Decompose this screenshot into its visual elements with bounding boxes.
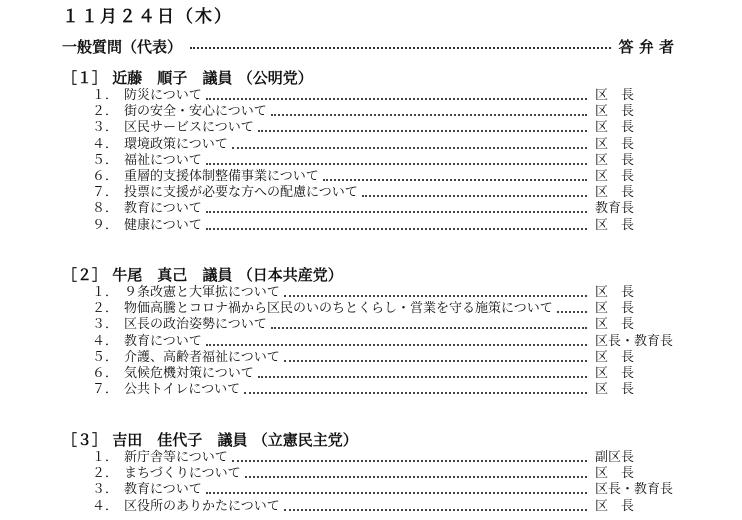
question-title: 区長の政治姿勢について [124,317,267,333]
question-title: 気候危機対策について [124,365,254,381]
answerer: 区 長 [595,498,635,514]
question-title: 投票に支援が必要な方への配慮について [124,185,358,201]
question-title: ９条改憲と大軍拡について [124,285,280,300]
answerer: 区 長 [595,88,635,103]
table-header [62,36,674,56]
question-title-cell [124,285,587,301]
question-title: まちづくりについて [124,466,241,482]
question-title-cell [124,382,587,398]
question-row [62,285,702,301]
question-row [62,301,702,317]
question-list [62,450,702,515]
leader-dots [206,157,587,165]
member-role: 議員 [217,431,248,449]
member-name: 牛尾 真己 [112,266,188,284]
member-section [62,265,702,398]
answerer: 区 長 [595,217,635,233]
question-title-cell [124,218,587,234]
question-title-cell [124,466,587,482]
question-title-cell [124,350,587,366]
question-title-cell [124,334,587,350]
question-number: ２． [91,466,118,482]
question-number: ８． [91,201,118,217]
member-name: 吉田 佳代子 [112,431,203,449]
leader-dots [271,108,587,116]
leader-dots [206,222,587,230]
question-title: 福祉について [124,152,202,168]
question-title: 新庁舎等について [124,450,228,465]
question-title: 区民サービスについて [124,120,254,136]
member-heading [62,430,702,450]
question-title: 教育について [124,482,202,498]
answerer: 区 長 [595,152,635,168]
question-row [62,350,702,366]
member-section [62,68,702,234]
answerer: 副区長 [595,450,635,465]
answerer: 区長・教育長 [595,482,674,498]
question-number: ３． [91,317,118,333]
question-row [62,185,702,201]
question-title-cell [124,137,587,153]
question-number: １． [91,88,118,103]
member-party: （公明党） [237,69,313,87]
leader-dots [258,124,587,132]
answerer: 区 長 [595,120,635,136]
question-title-cell [124,201,587,217]
question-row [62,482,702,498]
question-title-cell [124,317,587,333]
question-title-cell [124,185,587,201]
leader-dots [284,354,587,362]
answerer: 区 長 [595,301,635,317]
question-number: ６． [91,168,118,184]
question-row [62,499,702,515]
question-row [62,153,702,169]
question-title: 街の安全・安心について [124,104,267,120]
question-title-cell [124,104,587,120]
question-row [62,137,702,153]
leader-dots [244,386,587,394]
answerer: 区 長 [595,349,635,365]
header-title: 一般質問（代表） [62,37,183,56]
member-party: （日本共産党） [237,266,343,284]
question-number: ３． [91,120,118,136]
member-role: 議員 [202,266,233,284]
leader-dots [271,321,587,329]
answerer: 区 長 [595,382,635,398]
leader-dots [190,44,611,49]
question-title: 物価高騰とコロナ禍から区民のいのちとくらし・営業を守る施策について [124,301,553,317]
answerer: 区 長 [595,168,635,184]
leader-dots [206,486,587,494]
question-title-cell [124,120,587,136]
leader-dots [206,205,587,213]
question-number: １． [91,285,118,300]
question-title: 健康について [124,217,202,233]
question-row [62,366,702,382]
question-number: ７． [91,185,118,201]
question-number: ７． [91,382,118,398]
answerer: 区 長 [595,466,635,482]
answerer: 区 長 [595,185,635,201]
header-answerer: 答 弁 者 [618,37,674,56]
question-row [62,334,702,350]
member-heading [62,265,702,285]
question-number: ４． [91,333,118,349]
answerer: 区 長 [595,365,635,381]
leader-dots [232,141,587,149]
question-number: ２． [91,301,118,317]
question-title: 教育について [124,333,202,349]
question-number: ５． [91,152,118,168]
answerer: 区長・教育長 [595,333,674,349]
question-row [62,104,702,120]
member-heading [62,68,702,88]
question-row [62,466,702,482]
member-number: ［３］ [62,431,108,449]
member-number: ［２］ [62,266,108,284]
question-row [62,169,702,185]
question-row [62,382,702,398]
leader-dots [206,338,587,346]
question-title-cell [124,450,587,466]
answerer: 教育長 [595,201,635,217]
question-title-cell [124,482,587,498]
question-title: 環境政策について [124,136,228,152]
question-row [62,201,702,217]
question-title: 教育について [124,201,202,217]
answerer: 区 長 [595,104,635,120]
leader-dots [245,470,587,478]
question-number: ２． [91,104,118,120]
answerer: 区 長 [595,136,635,152]
question-title: 防災について [124,88,202,103]
question-number: ６． [91,365,118,381]
question-number: ３． [91,482,118,498]
question-title: 公共トイレについて [124,382,241,398]
question-list [62,285,702,398]
leader-dots [258,370,587,378]
leader-dots [284,503,587,511]
question-number: ５． [91,349,118,365]
question-title-cell [124,153,587,169]
leader-dots [362,189,587,197]
question-title: 重層的支援体制整備事業について [124,168,319,184]
answerer: 区 長 [595,317,635,333]
question-row [62,218,702,234]
question-row [62,88,702,104]
question-row [62,317,702,333]
member-party: （立憲民主党） [252,431,358,449]
question-title-cell [124,366,587,382]
question-title-cell [124,88,587,104]
leader-dots [232,454,587,462]
question-title: 介護、高齢者福祉について [124,349,280,365]
leader-dots [557,305,587,313]
answerer: 区 長 [595,285,635,300]
member-name: 近藤 順子 [112,69,188,87]
leader-dots [323,173,587,181]
question-number: ４． [91,498,118,514]
question-title-cell [124,169,587,185]
meeting-date: １１月２４日（木） [62,7,233,27]
leader-dots [206,92,587,100]
member-role: 議員 [202,69,233,87]
question-number: １． [91,450,118,465]
member-section [62,430,702,515]
question-title-cell [124,499,587,515]
question-number: ９． [91,217,118,233]
question-title: 区役所のありかたについて [124,498,280,514]
question-list [62,88,702,234]
question-row [62,120,702,136]
question-row [62,450,702,466]
member-number: ［１］ [62,69,108,87]
question-title-cell [124,301,587,317]
leader-dots [284,289,587,297]
question-number: ４． [91,136,118,152]
